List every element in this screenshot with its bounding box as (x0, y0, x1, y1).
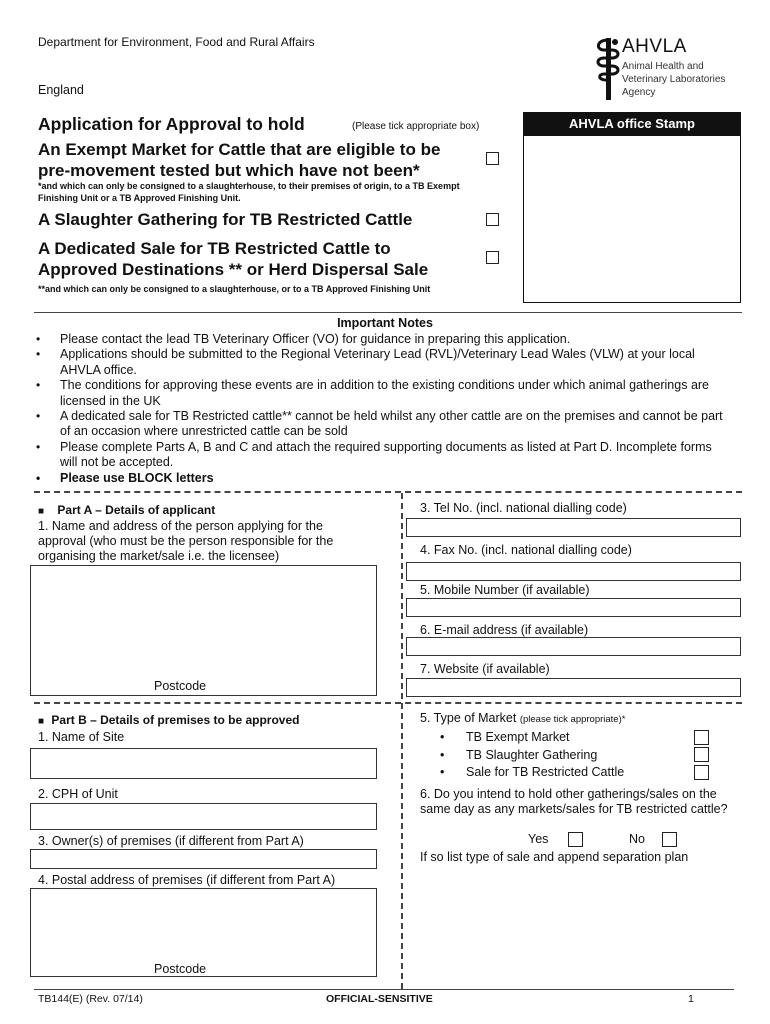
divider (34, 702, 742, 704)
market-type-option: • Sale for TB Restricted Cattle (418, 764, 718, 782)
note-item: • Please use BLOCK letters (34, 471, 724, 486)
fax-label: 4. Fax No. (incl. national dialling code) (420, 543, 632, 557)
market-type-option: • TB Slaughter Gathering (418, 747, 718, 765)
no-checkbox[interactable] (662, 832, 677, 847)
site-name-label: 1. Name of Site (38, 730, 125, 744)
divider (34, 491, 742, 493)
part-b-title-text: Part B – Details of premises to be approved (51, 713, 300, 727)
tick-note: (Please tick appropriate box) (352, 121, 480, 132)
application-title: Application for Approval to hold (38, 114, 305, 134)
logo-name: AHVLA (622, 36, 687, 57)
tel-label: 3. Tel No. (incl. national dialling code) (420, 501, 627, 515)
other-gatherings-question: 6. Do you intend to hold other gatherings/sales on the same day as any markets/sales for TB restricted cattle? (420, 787, 728, 816)
stamp-area (523, 135, 741, 303)
form-reference: TB144(E) (Rev. 07/14) (38, 993, 143, 1005)
no-label: No (629, 832, 645, 846)
square-bullet-icon: ■ (38, 716, 45, 727)
cph-field[interactable] (30, 803, 377, 830)
dedicated-sale-checkbox[interactable] (486, 251, 499, 264)
yes-label: Yes (528, 832, 549, 846)
yes-checkbox[interactable] (568, 832, 583, 847)
sale-restricted-cattle-checkbox[interactable] (694, 765, 709, 780)
logo-sub-line: Agency (622, 87, 656, 98)
owner-label: 3. Owner(s) of premises (if different from Part A) (38, 834, 304, 848)
option-exempt-market (38, 139, 440, 181)
site-name-field[interactable] (30, 748, 377, 779)
part-a-title (38, 503, 215, 517)
part-b-title (38, 713, 299, 727)
footer-divider (34, 989, 734, 990)
logo-sub-line: Veterinary Laboratories (622, 74, 726, 85)
mobile-field[interactable] (406, 598, 741, 617)
square-bullet-icon: ■ (38, 506, 45, 517)
option-slaughter-gathering: A Slaughter Gathering for TB Restricted Cattle (38, 210, 413, 229)
market-type-label (420, 711, 625, 725)
email-field[interactable] (406, 637, 741, 656)
note-item: • Applications should be submitted to the Regional Veterinary Lead (RVL)/Veterinary Lead Wales (VLW) at your local AHVLA office. (34, 347, 724, 378)
option-dedicated-sale (38, 238, 428, 280)
slaughter-gathering-checkbox[interactable] (486, 213, 499, 226)
caduceus-icon (594, 36, 622, 102)
tb-exempt-market-checkbox[interactable] (694, 730, 709, 745)
department-name: Department for Environment, Food and Rural Affairs (38, 35, 315, 49)
option-line: Approved Destinations ** or Herd Dispersal Sale (38, 260, 429, 279)
notes-title: Important Notes (337, 316, 433, 330)
option-line: A Dedicated Sale for TB Restricted Cattle to (38, 239, 391, 258)
email-label: 6. E-mail address (if available) (420, 623, 589, 637)
part-a-q1-label: 1. Name and address of the person applying for the approval (who must be the person responsible for the organising the market/sale i.e. the licensee) (38, 519, 334, 563)
option-line: pre-movement tested but which have not been* (38, 161, 420, 180)
note-item: • Please contact the lead TB Veterinary Officer (VO) for guidance in preparing this application. (34, 332, 724, 347)
notes-list (34, 332, 724, 486)
website-label: 7. Website (if available) (420, 662, 550, 676)
exempt-market-checkbox[interactable] (486, 152, 499, 165)
postcode-label: Postcode (154, 962, 207, 976)
applicant-name-address-field[interactable] (30, 565, 377, 696)
ahvla-logo (594, 36, 754, 102)
classification-label: OFFICIAL-SENSITIVE (326, 993, 433, 1005)
option3-note: **and which can only be consigned to a slaughterhouse, or to a TB Approved Finishing Unit (38, 284, 431, 294)
market-type-list (418, 729, 718, 782)
owner-field[interactable] (30, 849, 377, 869)
cph-label: 2. CPH of Unit (38, 787, 118, 801)
part-a-title-text: Part A – Details of applicant (57, 503, 216, 517)
divider (34, 312, 742, 313)
country-label: England (38, 83, 84, 97)
mobile-label: 5. Mobile Number (if available) (420, 583, 590, 597)
website-field[interactable] (406, 678, 741, 697)
market-type-note: (please tick appropriate)* (519, 714, 626, 725)
option1-note: *and which can only be consigned to a slaughterhouse, to their premises of origin, to a TB Exempt Finishing Unit or a TB Approved Finishing Unit. (38, 181, 460, 203)
market-type-label-text: 5. Type of Market (420, 711, 517, 725)
fax-field[interactable] (406, 562, 741, 581)
stamp-header: AHVLA office Stamp (523, 112, 741, 135)
tel-field[interactable] (406, 518, 741, 537)
note-item: • A dedicated sale for TB Restricted cattle** cannot be held whilst any other cattle are on the premises and cannot be part of an occasion where unrestricted cattle can be sold (34, 409, 724, 440)
page-number: 1 (688, 993, 694, 1005)
market-type-option: • TB Exempt Market (418, 729, 718, 747)
note-item: • Please complete Parts A, B and C and attach the required supporting documents as listed at Part D. Incomplete forms will not be accepted. (34, 440, 724, 471)
column-divider (401, 493, 403, 989)
logo-subtitle (622, 60, 725, 99)
option-line: An Exempt Market for Cattle that are eligible to be (38, 140, 441, 159)
tb-slaughter-gathering-checkbox[interactable] (694, 747, 709, 762)
note-item: • The conditions for approving these events are in addition to the existing conditions under which animal gatherings are licensed in the UK (34, 378, 724, 409)
separation-plan-note: If so list type of sale and append separation plan (420, 850, 689, 864)
postcode-label: Postcode (154, 679, 207, 693)
logo-sub-line: Animal Health and (622, 61, 704, 72)
postal-address-label: 4. Postal address of premises (if different from Part A) (38, 873, 336, 887)
